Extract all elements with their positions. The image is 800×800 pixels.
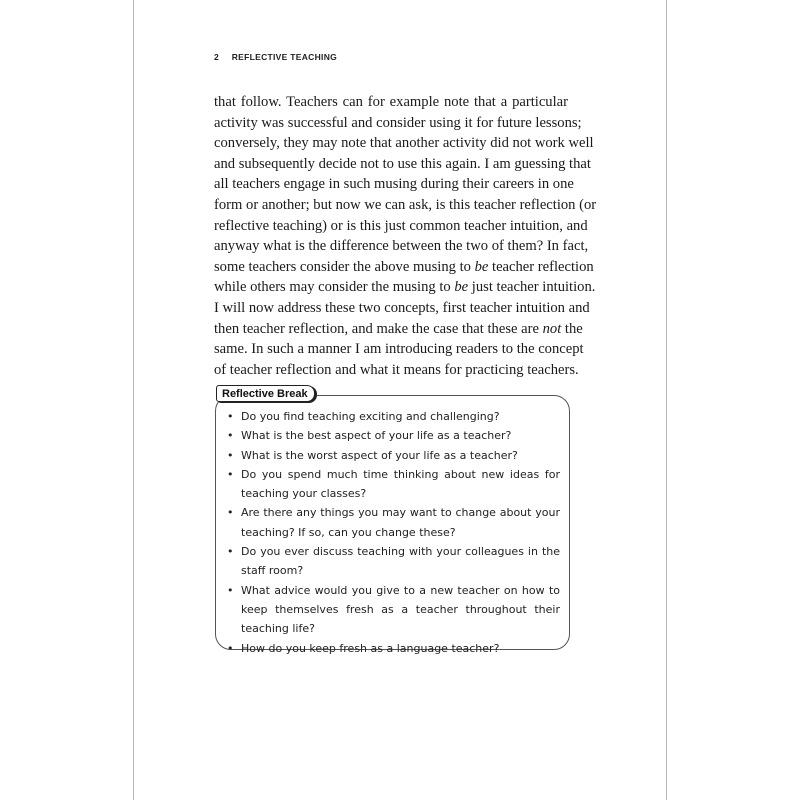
bullet-icon: • <box>227 506 234 520</box>
body-line: all teachers engage in such musing during their careers in one <box>214 176 574 193</box>
body-line: that follow. Teachers can for example note that a particular <box>214 94 568 110</box>
question-item <box>226 503 560 542</box>
bullet-icon: • <box>227 448 234 462</box>
body-line <box>214 277 596 298</box>
question-text: What advice would you give to a new teacher on how to keep themselves fresh as a teacher throughout their teaching life? <box>241 583 560 636</box>
body-line: of teacher reflection and what it means for practicing teachers. <box>214 361 579 378</box>
bullet-icon: • <box>227 429 234 443</box>
body-line: and subsequently decide not to use this again. I am guessing that <box>214 155 591 172</box>
question-text: Do you ever discuss teaching with your colleagues in the staff room? <box>241 545 560 578</box>
body-line <box>214 319 583 340</box>
bullet-icon: • <box>227 410 234 423</box>
question-text: Do you find teaching exciting and challenging? <box>241 410 500 423</box>
reflective-break-label: Reflective Break <box>216 385 315 402</box>
question-text: Are there any things you may want to change about your teaching? If so, can you change these? <box>241 506 560 539</box>
emphasis-text: be <box>474 258 489 275</box>
body-text-segment: some teachers consider the above musing to <box>214 258 475 275</box>
body-text-segment: teacher reflection <box>488 258 594 275</box>
question-item <box>226 407 560 426</box>
reflective-questions-list <box>226 407 560 658</box>
body-text-segment: then teacher reflection, and make the case that these are <box>214 320 543 337</box>
body-line: I will now address these two concepts, first teacher intuition and <box>214 299 590 316</box>
body-line: same. In such a manner I am introducing readers to the concept <box>214 341 584 358</box>
bullet-icon: • <box>227 545 234 559</box>
body-line: activity was successful and consider using it for future lessons; <box>214 114 582 131</box>
emphasis-text: be <box>454 279 469 296</box>
body-paragraph <box>214 92 597 380</box>
book-page <box>133 0 667 800</box>
bullet-icon: • <box>227 641 234 655</box>
bullet-icon: • <box>227 583 234 597</box>
bullet-icon: • <box>227 467 234 481</box>
body-text-segment: just teacher intuition. <box>468 279 596 296</box>
body-line <box>214 257 594 278</box>
running-title: REFLECTIVE TEACHING <box>231 52 338 62</box>
body-text-segment: while others may consider the musing to <box>214 279 455 296</box>
emphasis-text: not <box>542 320 562 337</box>
body-line: conversely, they may note that another activity did not work well <box>214 135 594 152</box>
body-line: reflective teaching) or is this just common teacher intuition, and <box>214 217 588 234</box>
running-head <box>214 52 337 62</box>
question-text: What is the worst aspect of your life as a teacher? <box>241 448 518 462</box>
page-number: 2 <box>214 52 220 62</box>
body-line: form or another; but now we can ask, is this teacher reflection (or <box>214 196 597 213</box>
question-text: Do you spend much time thinking about new ideas for teaching your classes? <box>241 467 560 501</box>
body-text-segment: the <box>561 320 583 337</box>
question-text: How do you keep fresh as a language teacher? <box>241 641 500 655</box>
question-item <box>226 426 560 445</box>
question-item <box>226 446 560 465</box>
question-item <box>226 542 560 581</box>
body-line: anyway what is the difference between the two of them? In fact, <box>214 238 589 255</box>
question-item <box>226 465 560 504</box>
question-item <box>226 639 560 658</box>
question-item <box>226 581 560 639</box>
question-text: What is the best aspect of your life as a teacher? <box>241 429 512 443</box>
